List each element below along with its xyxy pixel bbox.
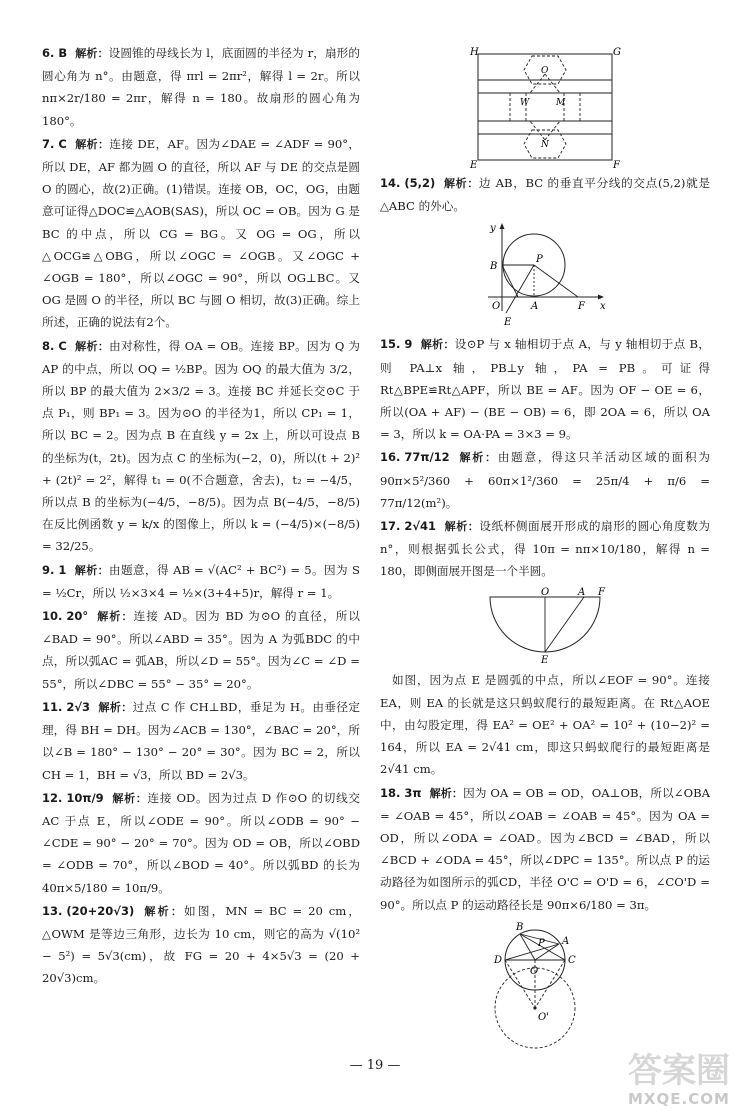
fig18-label: O: [530, 965, 539, 977]
figure-q15: [480, 221, 610, 329]
figure-q18: [480, 920, 610, 1050]
question-number: 8.: [42, 338, 55, 353]
watermark-url: MXQE.COM: [628, 1090, 730, 1108]
analysis-label: 解析：: [74, 339, 110, 353]
fig13-label: W: [520, 98, 530, 108]
answer-value: 77π/12: [404, 450, 450, 465]
analysis-label: 解析：: [443, 177, 479, 190]
analysis-text: 连接 OD。因为过点 D 作⊙O 的切线交 AC 于点 E，所以∠ODE = 90°。所以∠ODB = 90° − ∠CDE = 90° − 20° = 70°。因为 OD = OB，所以∠OBD = ∠ODB = 70°，所以∠BOD = 40°。所以弧BD 的长为 40π×5/180 = 10π/9。: [42, 790, 360, 895]
fig17-label: A: [578, 586, 586, 598]
answer-value: 9: [404, 337, 413, 352]
fig17-label: F: [598, 586, 605, 598]
analysis-label: 解析：: [98, 700, 133, 714]
answer-item: [42, 335, 360, 558]
fig13-label: M: [556, 98, 566, 108]
fig13-label: H: [470, 47, 479, 58]
analysis-text: 由题意，得 AB = √(AC² + BC²) = 5。因为 S = ½Cr，所以 ½×3×4 = ½×(3+4+5)r，解得 r = 1。: [42, 562, 360, 600]
fig15-label: A: [531, 301, 539, 313]
fig18-label: P: [538, 937, 545, 949]
analysis-label: 解析：: [75, 47, 109, 60]
page-number: — 19 —: [349, 1058, 401, 1073]
fig18-label: D: [494, 954, 503, 966]
answer-item: [380, 333, 710, 445]
answer-item: [380, 172, 710, 217]
analysis-label: 解析：: [457, 451, 498, 465]
answer-item: [42, 696, 360, 786]
fig18-label: B: [516, 921, 524, 933]
analysis-label: 解析：: [142, 904, 185, 918]
analysis-text: 设纸杯侧面展开形成的扇形的圆心角度数为 n°，则根据弧长公式，得 10π = nπ×10/180，解得 n = 180，即侧面展开图是一个半圆。: [380, 519, 711, 579]
answer-value: B: [58, 46, 68, 60]
fig15-label: E: [504, 317, 512, 329]
watermark-text: 答案圈: [628, 1051, 730, 1091]
answer-item: [42, 900, 360, 990]
analysis-label: 解析：: [420, 338, 455, 352]
answer-item: [42, 559, 360, 604]
fig15-label: O: [492, 301, 501, 313]
figure-q17: [480, 587, 610, 665]
question-number: 16.: [380, 450, 401, 465]
fig13-label: G: [613, 47, 621, 58]
analysis-text: 如图，MN = BC = 20 cm，△OWM 是等边三角形，边长为 10 cm，则它的高为 √(10² − 5²) = 5√3(cm)，故 FG = 20 + 4×5√3 = (20 + 20√3)cm。: [42, 903, 361, 986]
question-number: 10.: [42, 609, 63, 624]
fig18-label: O': [538, 1011, 549, 1023]
analysis-label: 解析：: [444, 520, 480, 534]
answer-value: C: [58, 136, 67, 151]
analysis-label: 解析：: [96, 610, 134, 624]
answer-value: 2√3: [66, 699, 91, 714]
answer-value: 10π/9: [66, 790, 104, 805]
question-number: 18.: [380, 785, 401, 800]
fig13-label: F: [613, 160, 620, 171]
answer-item: [42, 787, 360, 899]
analysis-text: 由对称性，得 OA = OB。连接 BP。因为 Q 为 AP 的中点，所以 OQ = ½BP。因为 OQ 的最大值为 3/2，所以 BP 的最大值为 2×3/2 = 3。连接 BC 并延长交⊙C 于点 P₁，则 BP₁ = 3。因为⊙O 的半径为1，所以 CP₁ = 1，所以 BC = 2。因为点 B 在直线 y = 2x 上，所以可设点 B 的坐标为(t，2t)。因为点 C 的坐标为(−2，0)，所以(t + 2)² + (2t)² = 2²，解得 t₁ = 0(不合题意，舍去)，t₂ = −4/5，所以点 B 的坐标为(−4/5，−8/5)。因为点 B(−4/5，−8/5)在反比例函数 y = k/x 的图像上，所以 k = (−4/5)×(−8/5) = 32/25。: [42, 338, 361, 554]
analysis-text: 由题意，得这只羊活动区域的面积为 90π×5²/360 + 60π×1²/360 = 25π/4 + π/6 = 77π/12(m²)。: [380, 450, 710, 510]
analysis-label: 解析：: [429, 786, 464, 800]
analysis-text: 如图，因为点 E 是圆弧的中点，所以∠EOF = 90°。连接 EA，则 EA 的长就是这只蚂蚁爬行的最短距离。在 Rt△AOE 中，由勾股定理，得 EA² = OE² + OA² = 10² + (10−2)² = 164，所以 EA = 2√41 cm，即这只蚂蚁爬行的最短距离是 2√41 cm。: [380, 672, 710, 777]
question-number: 9.: [42, 562, 55, 577]
fig15-label: x: [600, 301, 606, 313]
analysis-label: 解析：: [74, 563, 109, 577]
analysis-text: 连接 AD。因为 BD 为⊙O 的直径，所以∠BAD = 90°。所以∠ABD = 35°。因为 A 为弧BDC 的中点，所以弧AC = 弧AB，所以∠D = 55°。因为∠C = ∠D = 55°，所以∠DBC = 55° − 35° = 20°。: [42, 609, 361, 691]
fig17-label: O: [541, 586, 550, 598]
fig15-label: F: [578, 301, 585, 313]
answer-item: [380, 515, 710, 583]
fig15-label: B: [490, 261, 498, 273]
answer-item: [42, 42, 360, 132]
answer-item: [42, 605, 360, 695]
answer-item: [42, 133, 360, 334]
analysis-label: 解析：: [111, 791, 148, 805]
fig13-label: E: [470, 160, 478, 171]
answer-value: 2√41: [404, 519, 437, 534]
answer-value: C: [58, 338, 67, 353]
fig17-label: E: [541, 654, 549, 666]
left-column: [42, 42, 360, 991]
fig13-label: N: [541, 140, 549, 150]
analysis-text: 边 AB，BC 的垂直平分线的交点(5,2)就是△ABC 的外心。: [380, 176, 710, 214]
fig13-label: O: [541, 66, 549, 76]
right-column: [380, 42, 710, 1054]
answer-value: 1: [58, 562, 67, 577]
question-number: 17.: [380, 519, 401, 534]
analysis-text: 连接 DE，AF。因为∠DAE = ∠ADF = 90°，所以 DE，AF 都为圆 O 的直径，所以 AF 与 DE 的交点是圆 O 的圆心，故(2)正确。(1)错误。连接 OB，OC，OG，由题意可证得△DOC≌△AOB(SAS)，所以 OC = OB。因为 G 是 BC 的中点，所以 CG = BG。又 OG = OG，所以△OCG≌△OBG，所以∠OGC = ∠OGB。又∠OGC + ∠OGB = 180°，所以∠OGC = 90°，所以 OG⊥BC。又 OG 是圆 O 的半径，所以 BC 与圆 O 相切，故(3)正确。综上所述，正确的说法有2个。: [42, 136, 360, 330]
answer-item: [380, 669, 710, 781]
fig15-label: P: [536, 254, 543, 266]
answer-item: [380, 446, 710, 514]
answer-value: 3π: [404, 785, 422, 800]
question-number: 11.: [42, 699, 63, 714]
analysis-text: 过点 C 作 CH⊥BD，垂足为 H。由垂径定理，得 BH = DH。因为∠ACB = 130°，∠BAC = 20°，所以∠B = 180° − 130° − 20° = 30°。因为 BC = 2，所以 CH = 1，BH = √3，所以 BD = 2√3。: [42, 699, 360, 782]
question-number: 6.: [42, 46, 55, 60]
fig18-label: A: [562, 935, 570, 947]
question-number: 14.: [380, 176, 401, 190]
question-number: 7.: [42, 136, 55, 151]
answer-item: [380, 782, 710, 916]
answer-value: (5,2): [404, 176, 436, 190]
analysis-text: 设圆锥的母线长为 l，底面圆的半径为 r，扇形的圆心角为 n°。由题意，得 πrl = 2πr²，解得 l = 2r。所以 nπ×2r/180 = 2πr，解得 n = 180。故扇形的圆心角为180°。: [42, 46, 360, 128]
question-number: 15.: [380, 337, 401, 352]
fig15-label: y: [490, 223, 496, 235]
figure-q13: [470, 46, 621, 171]
question-number: 13.: [42, 903, 63, 918]
analysis-text: 因为 OA = OB = OD，OA⊥OB，所以∠OBA = ∠OAB = 45°，所以∠OAB = ∠OAB = 45°。因为 OA = OD，所以∠ODA = ∠OAD。因为∠BCD = ∠BAD，所以∠BCD + ∠ODA = 45°，所以∠DPC = 135°。所以点 P 的运动路径为如图所示的弧CD，半径 O'C = O'D = 6，∠CO'D = 90°。所以点 P 的运动路径长是 90π×6/180 = 3π。: [380, 785, 711, 912]
analysis-text: 设⊙P 与 x 轴相切于点 A，与 y 轴相切于点 B，则 PA⊥x 轴，PB⊥y 轴，PA = PB。可证得 Rt△BPE≌Rt△APF，所以 BE = AF。因为 OF − OE = 6，所以(OA + AF) − (BE − OB) = 6，即 2OA = 6，所以 OA = 3，所以 k = OA·PA = 3×3 = 9。: [380, 337, 711, 442]
question-number: 12.: [42, 790, 63, 805]
answer-value: 20°: [66, 609, 89, 624]
answer-value: (20+20√3): [66, 903, 135, 918]
fig18-label: C: [568, 954, 576, 966]
analysis-label: 解析：: [74, 137, 110, 151]
